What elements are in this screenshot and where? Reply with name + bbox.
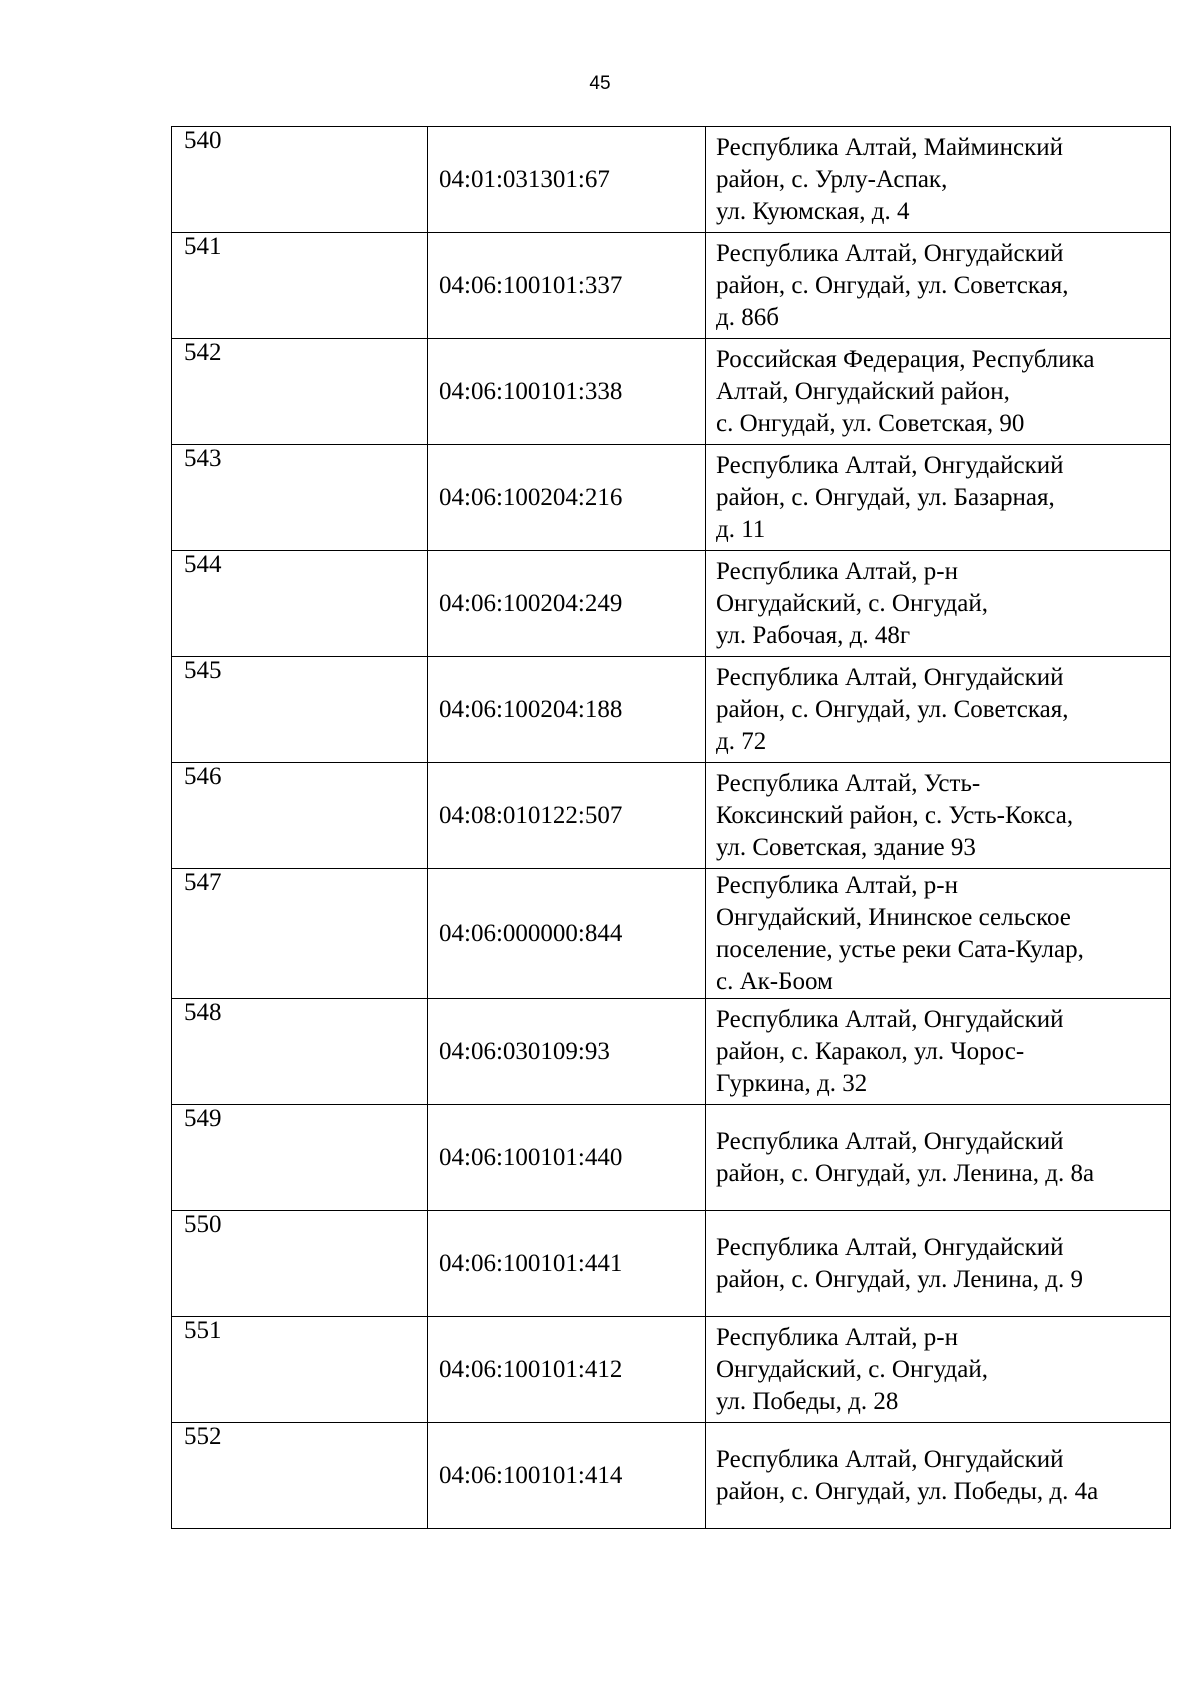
table-row	[172, 999, 1171, 1105]
row-number-cell	[172, 1317, 428, 1423]
table-row	[172, 339, 1171, 445]
address-line: ул. Рабочая, д. 48г	[716, 621, 911, 649]
address-cell	[706, 999, 1171, 1105]
cadastral-number: 04:08:010122:507	[428, 763, 706, 869]
table-row	[172, 1211, 1171, 1317]
address-cell	[706, 657, 1171, 763]
cadastral-number: 04:06:030109:93	[428, 999, 706, 1105]
address-cell	[706, 233, 1171, 339]
address-line: район, с. Онгудай, ул. Базарная,	[716, 483, 1055, 511]
row-number: 549	[184, 1105, 222, 1132]
table-row	[172, 445, 1171, 551]
address-line: Онгудайский, с. Онгудай,	[716, 589, 988, 617]
table-row	[172, 1317, 1171, 1423]
row-number-cell	[172, 763, 428, 869]
address-line: Республика Алтай, Онгудайский	[716, 663, 1064, 691]
row-number-cell	[172, 551, 428, 657]
address-cell	[706, 127, 1171, 233]
address-line: Республика Алтай, Онгудайский	[716, 1445, 1064, 1473]
address-line: Республика Алтай, Усть-	[716, 769, 981, 797]
row-number-cell	[172, 339, 428, 445]
address-line: Российская Федерация, Республика	[716, 345, 1095, 373]
row-number-cell	[172, 127, 428, 233]
address-line: Республика Алтай, Онгудайский	[716, 451, 1064, 479]
row-number: 543	[184, 445, 222, 472]
row-number-cell	[172, 999, 428, 1105]
address-cell	[706, 445, 1171, 551]
address-line: ул. Куюмская, д. 4	[716, 197, 910, 225]
address-line: поселение, устье реки Сата-Кулар,	[716, 935, 1084, 963]
address-cell	[706, 763, 1171, 869]
address-line: д. 86б	[716, 303, 779, 331]
address-line: с. Онгудай, ул. Советская, 90	[716, 409, 1025, 437]
address-line: Гуркина, д. 32	[716, 1069, 868, 1097]
registry-body	[172, 127, 1171, 1529]
row-number: 540	[184, 127, 222, 154]
table-row	[172, 869, 1171, 999]
cadastral-number: 04:06:100101:338	[428, 339, 706, 445]
address-line: район, с. Каракол, ул. Чорос-	[716, 1037, 1025, 1065]
address-line: Онгудайский, Ининское сельское	[716, 903, 1071, 931]
row-number-cell	[172, 1423, 428, 1529]
address-cell	[706, 1211, 1171, 1317]
address-line: Республика Алтай, Онгудайский	[716, 1233, 1064, 1261]
row-number: 544	[184, 551, 222, 578]
row-number-cell	[172, 657, 428, 763]
address-line: с. Ак-Боом	[716, 967, 833, 995]
address-line: Республика Алтай, Онгудайский	[716, 1005, 1064, 1033]
address-line: д. 11	[716, 515, 766, 543]
address-line: Онгудайский, с. Онгудай,	[716, 1355, 988, 1383]
row-number-cell	[172, 233, 428, 339]
row-number-cell	[172, 869, 428, 999]
row-number: 552	[184, 1423, 222, 1450]
address-line: район, с. Урлу-Аспак,	[716, 165, 948, 193]
address-line: Республика Алтай, р-н	[716, 557, 958, 585]
address-line: Республика Алтай, р-н	[716, 1323, 958, 1351]
address-cell	[706, 1317, 1171, 1423]
cadastral-number: 04:06:100101:414	[428, 1423, 706, 1529]
cadastral-number: 04:06:000000:844	[428, 869, 706, 999]
table-row	[172, 763, 1171, 869]
row-number: 547	[184, 869, 222, 896]
address-line: район, с. Онгудай, ул. Советская,	[716, 695, 1069, 723]
address-line: Республика Алтай, р-н	[716, 871, 958, 899]
row-number: 545	[184, 657, 222, 684]
address-cell	[706, 869, 1171, 999]
property-registry-table	[171, 126, 1171, 1529]
row-number-cell	[172, 1211, 428, 1317]
address-cell	[706, 551, 1171, 657]
row-number-cell	[172, 445, 428, 551]
table-row	[172, 657, 1171, 763]
row-number: 551	[184, 1317, 222, 1344]
address-line: ул. Советская, здание 93	[716, 833, 976, 861]
address-cell	[706, 339, 1171, 445]
address-line: д. 72	[716, 727, 767, 755]
address-line: ул. Победы, д. 28	[716, 1387, 899, 1415]
cadastral-number: 04:06:100101:440	[428, 1105, 706, 1211]
cadastral-number: 04:01:031301:67	[428, 127, 706, 233]
cadastral-number: 04:06:100101:337	[428, 233, 706, 339]
address-cell	[706, 1423, 1171, 1529]
cadastral-number: 04:06:100204:216	[428, 445, 706, 551]
table-row	[172, 1423, 1171, 1529]
address-line: Республика Алтай, Майминский	[716, 133, 1064, 161]
address-line: район, с. Онгудай, ул. Ленина, д. 8а	[716, 1159, 1095, 1187]
table-row	[172, 127, 1171, 233]
cadastral-number: 04:06:100204:188	[428, 657, 706, 763]
row-number: 548	[184, 999, 222, 1026]
address-line: Коксинский район, с. Усть-Кокса,	[716, 801, 1074, 829]
address-line: район, с. Онгудай, ул. Победы, д. 4а	[716, 1477, 1099, 1505]
row-number-cell	[172, 1105, 428, 1211]
address-line: Республика Алтай, Онгудайский	[716, 1127, 1064, 1155]
cadastral-number: 04:06:100101:412	[428, 1317, 706, 1423]
cadastral-number: 04:06:100204:249	[428, 551, 706, 657]
address-line: Алтай, Онгудайский район,	[716, 377, 1010, 405]
address-line: Республика Алтай, Онгудайский	[716, 239, 1064, 267]
address-cell	[706, 1105, 1171, 1211]
address-line: район, с. Онгудай, ул. Ленина, д. 9	[716, 1265, 1083, 1293]
row-number: 550	[184, 1211, 222, 1238]
table-row	[172, 233, 1171, 339]
address-line: район, с. Онгудай, ул. Советская,	[716, 271, 1069, 299]
row-number: 542	[184, 339, 222, 366]
row-number: 541	[184, 233, 222, 260]
table-row	[172, 551, 1171, 657]
page-number: 45	[589, 73, 611, 94]
table-row	[172, 1105, 1171, 1211]
cadastral-number: 04:06:100101:441	[428, 1211, 706, 1317]
row-number: 546	[184, 763, 222, 790]
